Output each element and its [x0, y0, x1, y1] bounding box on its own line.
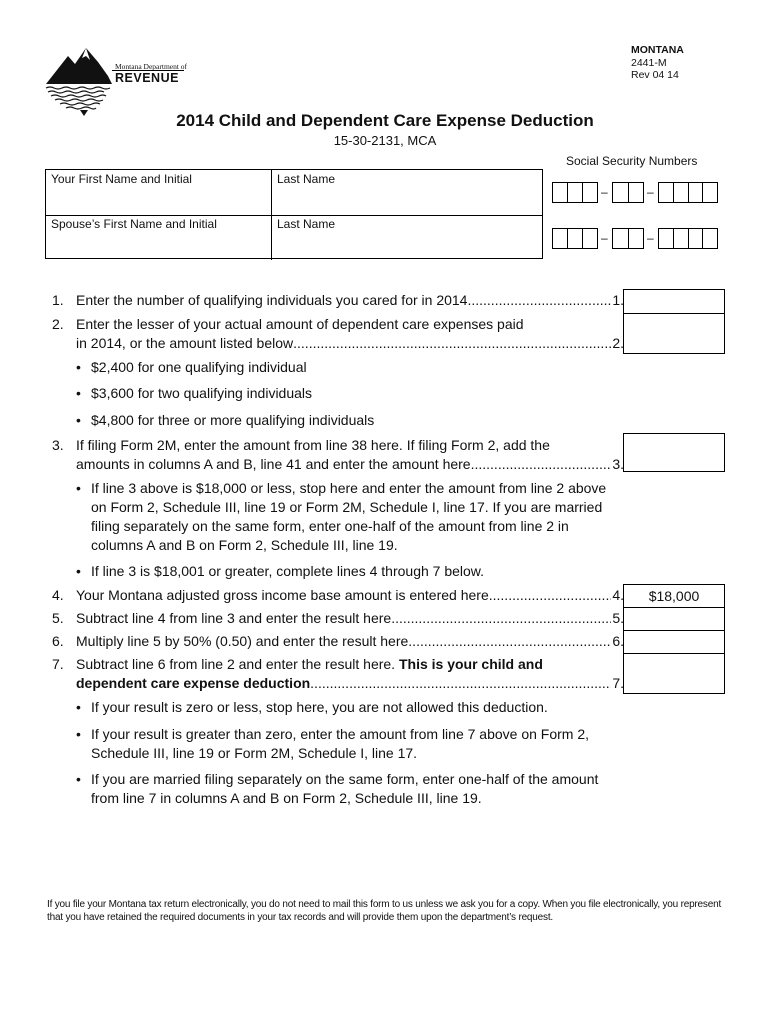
- line-number: 4.: [52, 587, 64, 603]
- line-ref: 1.: [612, 292, 624, 308]
- line-6-text: Multiply line 5 by 50% (0.50) and enter the result here: [76, 633, 409, 649]
- revenue-label: REVENUE: [115, 71, 179, 85]
- line-ref: 5.: [612, 610, 624, 626]
- ssn-heading: Social Security Numbers: [566, 154, 698, 168]
- spouse-first-name-field[interactable]: [46, 215, 272, 260]
- montana-revenue-logo: [42, 44, 192, 116]
- line-number: 2.: [52, 316, 64, 332]
- line-7-text-bold-a: This is your child and: [398, 656, 543, 672]
- revision-date: Rev 04 14: [631, 69, 679, 81]
- last-name-field[interactable]: [272, 170, 542, 215]
- ssn-group-field[interactable]: [612, 182, 644, 203]
- line-number: 3.: [52, 437, 64, 453]
- line-7-text-bold-b: dependent care expense deduction: [76, 675, 311, 691]
- line-2-amount-field[interactable]: [623, 313, 725, 354]
- first-name-label: Your First Name and Initial: [51, 172, 192, 186]
- ssn-dash: –: [601, 185, 608, 199]
- line-4-amount-field: [623, 584, 725, 608]
- ssn-area-field[interactable]: [552, 182, 598, 203]
- name-entry-table: [45, 169, 543, 259]
- form-number: 2441-M: [631, 56, 667, 69]
- line-1-text: Enter the number of qualifying individuals you cared for in 2014: [76, 292, 468, 308]
- line-ref: 7.: [612, 675, 624, 691]
- ssn-dash: –: [647, 185, 654, 199]
- statute-reference: 15-30-2131, MCA: [333, 133, 437, 148]
- line-number: 7.: [52, 656, 64, 672]
- ssn-dash: –: [647, 231, 654, 245]
- line-5-text: Subtract line 4 from line 3 and enter the result here: [76, 610, 392, 626]
- line-3-amount-field[interactable]: [623, 433, 725, 472]
- line-7-text-a: Subtract line 6 from line 2 and enter the result here.: [76, 656, 399, 672]
- line-5-amount-field[interactable]: [623, 607, 725, 631]
- form-title: 2014 Child and Dependent Care Expense Deduction: [176, 111, 594, 130]
- line-ref: 4.: [612, 587, 624, 603]
- spouse-ssn-area-field[interactable]: [552, 228, 598, 249]
- footer-note: If you file your Montana tax return electronically, you do not need to mail this form to us unless we ask you for a copy. When you file electronically, you represent that you have retained the required documents in your tax records and will provide them upon the department’s request.: [47, 899, 722, 923]
- department-label: Montana Department of: [115, 62, 188, 71]
- line-3-text-b: amounts in columns A and B, line 41 and enter the amount here: [76, 456, 471, 472]
- line-number: 6.: [52, 633, 64, 649]
- line-number: 5.: [52, 610, 64, 626]
- line-6-amount-field[interactable]: [623, 630, 725, 654]
- line-7-amount-field[interactable]: [623, 653, 725, 694]
- form-id-block: [631, 44, 684, 82]
- spouse-last-name-label: Last Name: [277, 217, 336, 231]
- line-3-text-a: If filing Form 2M, enter the amount from line 38 here. If filing Form 2, add the: [76, 437, 550, 453]
- line-4-text: Your Montana adjusted gross income base amount is entered here: [76, 587, 489, 603]
- line-4-value: $18,000: [648, 588, 700, 604]
- spouse-ssn-serial-field[interactable]: [658, 228, 718, 249]
- spouse-last-name-field[interactable]: [272, 215, 542, 260]
- last-name-label: Last Name: [277, 172, 336, 186]
- ssn-serial-field[interactable]: [658, 182, 718, 203]
- line-2-text-b: in 2014, or the amount listed below: [76, 335, 294, 351]
- line-1-amount-field[interactable]: [623, 289, 725, 314]
- state-label: MONTANA: [631, 44, 684, 56]
- line-number: 1.: [52, 292, 64, 308]
- spouse-ssn-group-field[interactable]: [612, 228, 644, 249]
- first-name-field[interactable]: [46, 170, 272, 215]
- spouse-first-name-label: Spouse’s First Name and Initial: [51, 217, 217, 231]
- line-ref: 6.: [612, 633, 624, 649]
- line-ref: 3.: [612, 456, 624, 472]
- line-2-text-a: Enter the lesser of your actual amount of dependent care expenses paid: [76, 316, 524, 332]
- ssn-dash: –: [601, 231, 608, 245]
- line-ref: 2.: [612, 335, 624, 351]
